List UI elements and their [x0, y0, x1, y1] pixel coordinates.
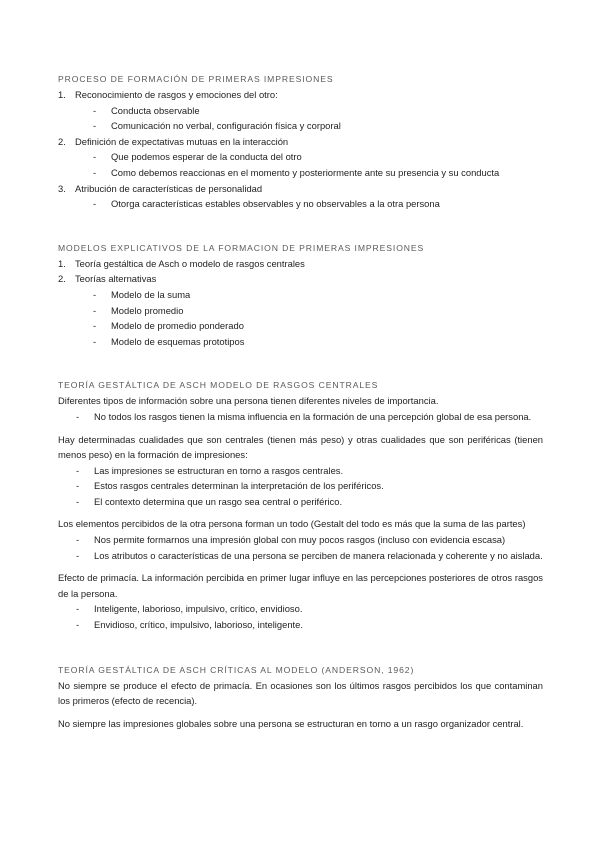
section-heading: TEORÍA GESTÁLTICA DE ASCH MODELO DE RASGOS CENTRALES	[58, 380, 379, 391]
paragraph: No siempre se produce el efecto de primacía. En ocasiones son los últimos rasgos percibidos los que contaminan los primeros (efecto de recencia).	[58, 679, 543, 707]
item-text: Teoría gestáltica de Asch o modelo de rasgos centrales	[75, 257, 305, 269]
list-item	[58, 256, 543, 272]
bullet-list	[75, 196, 543, 212]
bullet-text: Estos rasgos centrales determinan la interpretación de los periféricos.	[94, 480, 384, 492]
bullet-item	[93, 149, 543, 165]
dash-marker: -	[76, 495, 80, 507]
bullet-item	[93, 334, 543, 350]
bullet-item	[93, 196, 543, 212]
item-number: 1.	[58, 89, 66, 100]
bullet-item	[93, 165, 543, 181]
bullet-text: Conducta observable	[111, 104, 200, 116]
item-number: 2.	[58, 273, 66, 285]
dash-marker: -	[93, 288, 97, 300]
bullet-list	[58, 409, 543, 425]
bullet-text: Que podemos esperar de la conducta del otro	[111, 151, 302, 163]
dash-marker: -	[76, 480, 80, 492]
bullet-list	[58, 601, 543, 632]
dash-marker: -	[93, 151, 97, 163]
section-explanatory-models	[58, 241, 543, 350]
bullet-item	[93, 318, 543, 334]
list-item	[58, 87, 543, 134]
bullet-item	[76, 463, 543, 479]
bullet-text: Envidioso, crítico, impulsivo, laborioso, inteligente.	[94, 619, 303, 631]
section-asch-criticism	[58, 663, 543, 732]
bullet-item	[93, 118, 543, 134]
dash-marker: -	[76, 549, 80, 561]
item-text: Definición de expectativas mutuas en la interacción	[75, 135, 289, 147]
item-text: Atribución de características de personalidad	[75, 182, 263, 194]
dash-marker: -	[76, 534, 80, 546]
bullet-item	[93, 103, 543, 119]
paragraph: Hay determinadas cualidades que son centrales (tienen más peso) y otras cualidades que son periféricas (tienen menos peso) en la formación de impresiones:	[58, 433, 543, 461]
section-asch-central-traits	[58, 378, 543, 632]
bullet-text: Modelo de promedio ponderado	[111, 320, 244, 332]
dash-marker: -	[76, 464, 80, 476]
item-number: 1.	[58, 257, 66, 269]
bullet-list	[75, 149, 543, 180]
bullet-text: No todos los rasgos tienen la misma influencia en la formación de una percepción global de esa persona.	[94, 410, 532, 422]
bullet-text: Modelo promedio	[111, 304, 184, 316]
bullet-list	[75, 287, 543, 349]
bullet-text: Nos permite formarnos una impresión global con muy pocos rasgos (incluso con evidencia escasa)	[94, 534, 506, 546]
paragraph: No siempre las impresiones globales sobre una persona se estructuran en torno a un rasgo organizador central.	[58, 717, 524, 729]
bullet-item	[76, 494, 543, 510]
dash-marker: -	[93, 335, 97, 347]
paragraph: Los elementos percibidos de la otra persona forman un todo (Gestalt del todo es más que la suma de las partes)	[58, 518, 526, 530]
bullet-text: Otorga características estables observables y no observables a la otra persona	[111, 198, 440, 210]
bullet-item	[76, 478, 543, 494]
dash-marker: -	[93, 120, 97, 132]
dash-marker: -	[93, 320, 97, 332]
list-item	[58, 134, 543, 181]
bullet-item	[93, 303, 543, 319]
bullet-list	[58, 463, 543, 510]
section-heading: PROCESO DE FORMACIÓN DE PRIMERAS IMPRESIONES	[58, 74, 334, 84]
paragraph: Diferentes tipos de información sobre una persona tienen diferentes niveles de importancia.	[58, 395, 439, 407]
dash-marker: -	[76, 619, 80, 631]
bullet-text: Modelo de la suma	[111, 288, 191, 300]
item-number: 3.	[58, 182, 66, 194]
bullet-text: Modelo de esquemas prototipos	[111, 335, 245, 347]
dash-marker: -	[76, 603, 80, 615]
list-item	[58, 271, 543, 349]
list-item	[58, 181, 543, 212]
section-formation-process	[58, 72, 543, 212]
bullet-item	[76, 601, 543, 617]
section-heading: TEORÍA GESTÁLTICA DE ASCH CRÍTICAS AL MODELO (ANDERSON, 1962)	[58, 664, 415, 675]
dash-marker: -	[76, 410, 80, 422]
bullet-text: El contexto determina que un rasgo sea central o periférico.	[94, 495, 343, 507]
bullet-item	[93, 287, 543, 303]
section-heading: MODELOS EXPLICATIVOS DE LA FORMACION DE PRIMERAS IMPRESIONES	[58, 242, 425, 253]
paragraph: Efecto de primacía. La información percibida en primer lugar influye en las percepciones posteriores de otros rasgos de la persona.	[58, 572, 543, 599]
bullet-list	[58, 532, 543, 563]
bullet-item	[76, 617, 543, 633]
dash-marker: -	[93, 166, 97, 178]
bullet-text: Comunicación no verbal, configuración física y corporal	[111, 120, 341, 132]
dash-marker: -	[93, 104, 97, 116]
bullet-text: Como debemos reaccionas en el momento y posteriormente ante su presencia y su conducta	[111, 166, 500, 178]
dash-marker: -	[93, 304, 97, 316]
item-text: Reconocimiento de rasgos y emociones del otro:	[75, 89, 278, 100]
bullet-text: Inteligente, laborioso, impulsivo, crítico, envidioso.	[94, 603, 303, 615]
bullet-item	[76, 548, 543, 564]
numbered-list	[58, 256, 543, 350]
bullet-list	[75, 103, 543, 134]
item-text: Teorías alternativas	[75, 273, 157, 285]
bullet-item	[76, 409, 543, 425]
bullet-item	[76, 532, 543, 548]
item-number: 2.	[58, 135, 66, 147]
dash-marker: -	[93, 198, 97, 210]
bullet-text: Las impresiones se estructuran en torno a rasgos centrales.	[94, 464, 344, 476]
bullet-text: Los atributos o características de una persona se perciben de manera relacionada y coherente y no aislada.	[94, 549, 543, 561]
numbered-list	[58, 87, 543, 212]
